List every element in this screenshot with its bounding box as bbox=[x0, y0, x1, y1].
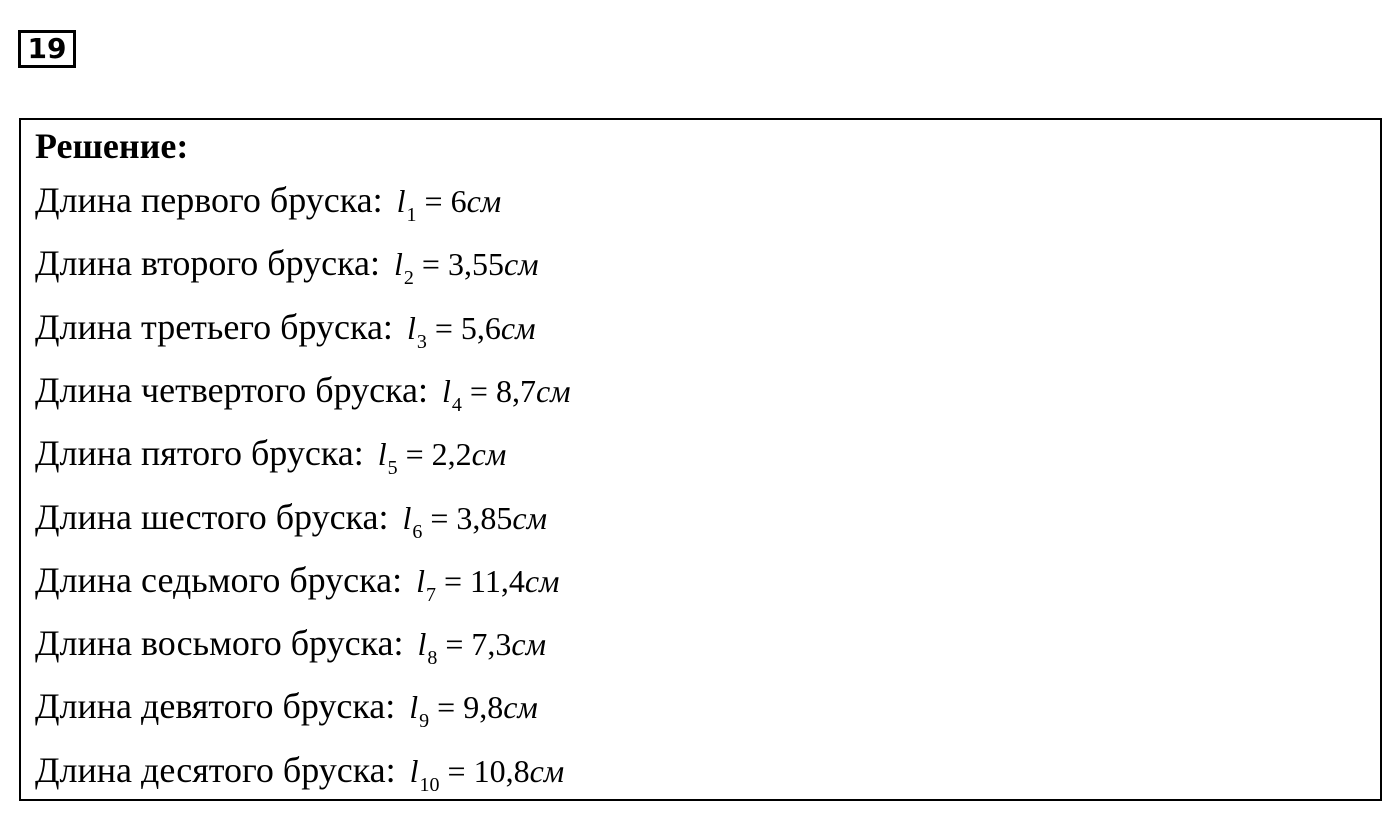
length-unit: см bbox=[503, 246, 539, 283]
length-formula bbox=[417, 626, 547, 670]
solution-line bbox=[35, 305, 536, 355]
length-formula bbox=[416, 562, 560, 606]
solution-title: Решение: bbox=[35, 126, 189, 166]
line-label: Длина шестого бруска: bbox=[35, 496, 389, 537]
line-label: Длина четвертого бруска: bbox=[35, 369, 429, 410]
length-index: 5 bbox=[387, 457, 398, 480]
length-formula bbox=[394, 246, 539, 290]
length-variable: l bbox=[402, 499, 412, 536]
solution-line bbox=[35, 684, 538, 734]
solution-line bbox=[35, 241, 539, 291]
length-formula bbox=[409, 752, 565, 796]
length-variable: l bbox=[406, 309, 416, 346]
length-value: 9,8 bbox=[463, 689, 504, 726]
task-number: 19 bbox=[27, 32, 67, 65]
length-value: 3,55 bbox=[447, 246, 504, 283]
length-formula bbox=[442, 372, 571, 416]
equals-sign: = bbox=[447, 752, 466, 789]
line-label: Длина пятого бруска: bbox=[35, 433, 364, 474]
length-value: 11,4 bbox=[470, 562, 525, 599]
length-value: 7,3 bbox=[471, 626, 512, 663]
equals-sign: = bbox=[430, 499, 449, 536]
length-index: 3 bbox=[416, 330, 427, 353]
length-formula bbox=[409, 689, 538, 733]
length-formula bbox=[377, 436, 507, 480]
line-label: Длина девятого бруска: bbox=[35, 686, 396, 727]
solution-line bbox=[35, 431, 506, 481]
solution-line bbox=[35, 178, 501, 228]
equals-sign: = bbox=[445, 626, 464, 663]
line-label: Длина первого бруска: bbox=[35, 180, 383, 220]
length-variable: l bbox=[416, 562, 425, 599]
length-unit: см bbox=[471, 436, 507, 473]
line-label: Длина восьмого бруска: bbox=[35, 623, 404, 664]
length-index: 7 bbox=[425, 583, 436, 606]
equals-sign: = bbox=[469, 372, 488, 409]
solution-line bbox=[35, 558, 559, 608]
equals-sign: = bbox=[424, 183, 443, 219]
length-variable: l bbox=[394, 246, 403, 283]
length-unit: см bbox=[503, 689, 538, 726]
length-variable: l bbox=[442, 372, 451, 409]
length-index: 10 bbox=[419, 773, 440, 796]
length-formula bbox=[396, 183, 502, 226]
length-formula bbox=[402, 499, 548, 543]
length-unit: см bbox=[511, 626, 547, 663]
length-index: 6 bbox=[412, 520, 423, 543]
length-index: 8 bbox=[427, 647, 438, 670]
solution-line bbox=[35, 748, 564, 798]
equals-sign: = bbox=[443, 562, 463, 599]
length-formula bbox=[406, 309, 536, 353]
length-value: 8,7 bbox=[495, 372, 536, 409]
length-variable: l bbox=[377, 436, 387, 473]
length-unit: см bbox=[524, 562, 560, 599]
length-index: 4 bbox=[451, 393, 462, 416]
task-number-box bbox=[18, 30, 76, 68]
solution-line bbox=[35, 621, 546, 671]
solution-line bbox=[35, 368, 571, 418]
length-variable: l bbox=[417, 626, 427, 663]
line-label: Длина второго бруска: bbox=[35, 243, 381, 284]
length-variable: l bbox=[409, 752, 419, 789]
line-label: Длина третьего бруска: bbox=[35, 306, 393, 347]
length-unit: см bbox=[535, 372, 571, 409]
equals-sign: = bbox=[437, 689, 456, 726]
equals-sign: = bbox=[434, 309, 453, 346]
length-value: 6 bbox=[450, 183, 467, 219]
length-variable: l bbox=[409, 689, 419, 726]
length-value: 2,2 bbox=[431, 436, 472, 473]
line-label: Длина десятого бруска: bbox=[35, 749, 396, 790]
length-unit: см bbox=[500, 309, 536, 346]
length-value: 3,85 bbox=[456, 499, 513, 536]
length-unit: см bbox=[466, 183, 502, 219]
length-value: 5,6 bbox=[460, 309, 501, 346]
equals-sign: = bbox=[421, 246, 440, 283]
length-index: 1 bbox=[406, 204, 417, 226]
length-unit: см bbox=[529, 752, 565, 789]
length-value: 10,8 bbox=[473, 752, 530, 789]
line-label: Длина седьмого бруска: bbox=[35, 559, 403, 600]
length-index: 9 bbox=[419, 710, 430, 733]
length-variable: l bbox=[396, 183, 406, 219]
length-unit: см bbox=[512, 499, 548, 536]
equals-sign: = bbox=[405, 436, 424, 473]
solution-box bbox=[19, 118, 1382, 801]
solution-line bbox=[35, 495, 547, 545]
length-index: 2 bbox=[403, 267, 414, 290]
